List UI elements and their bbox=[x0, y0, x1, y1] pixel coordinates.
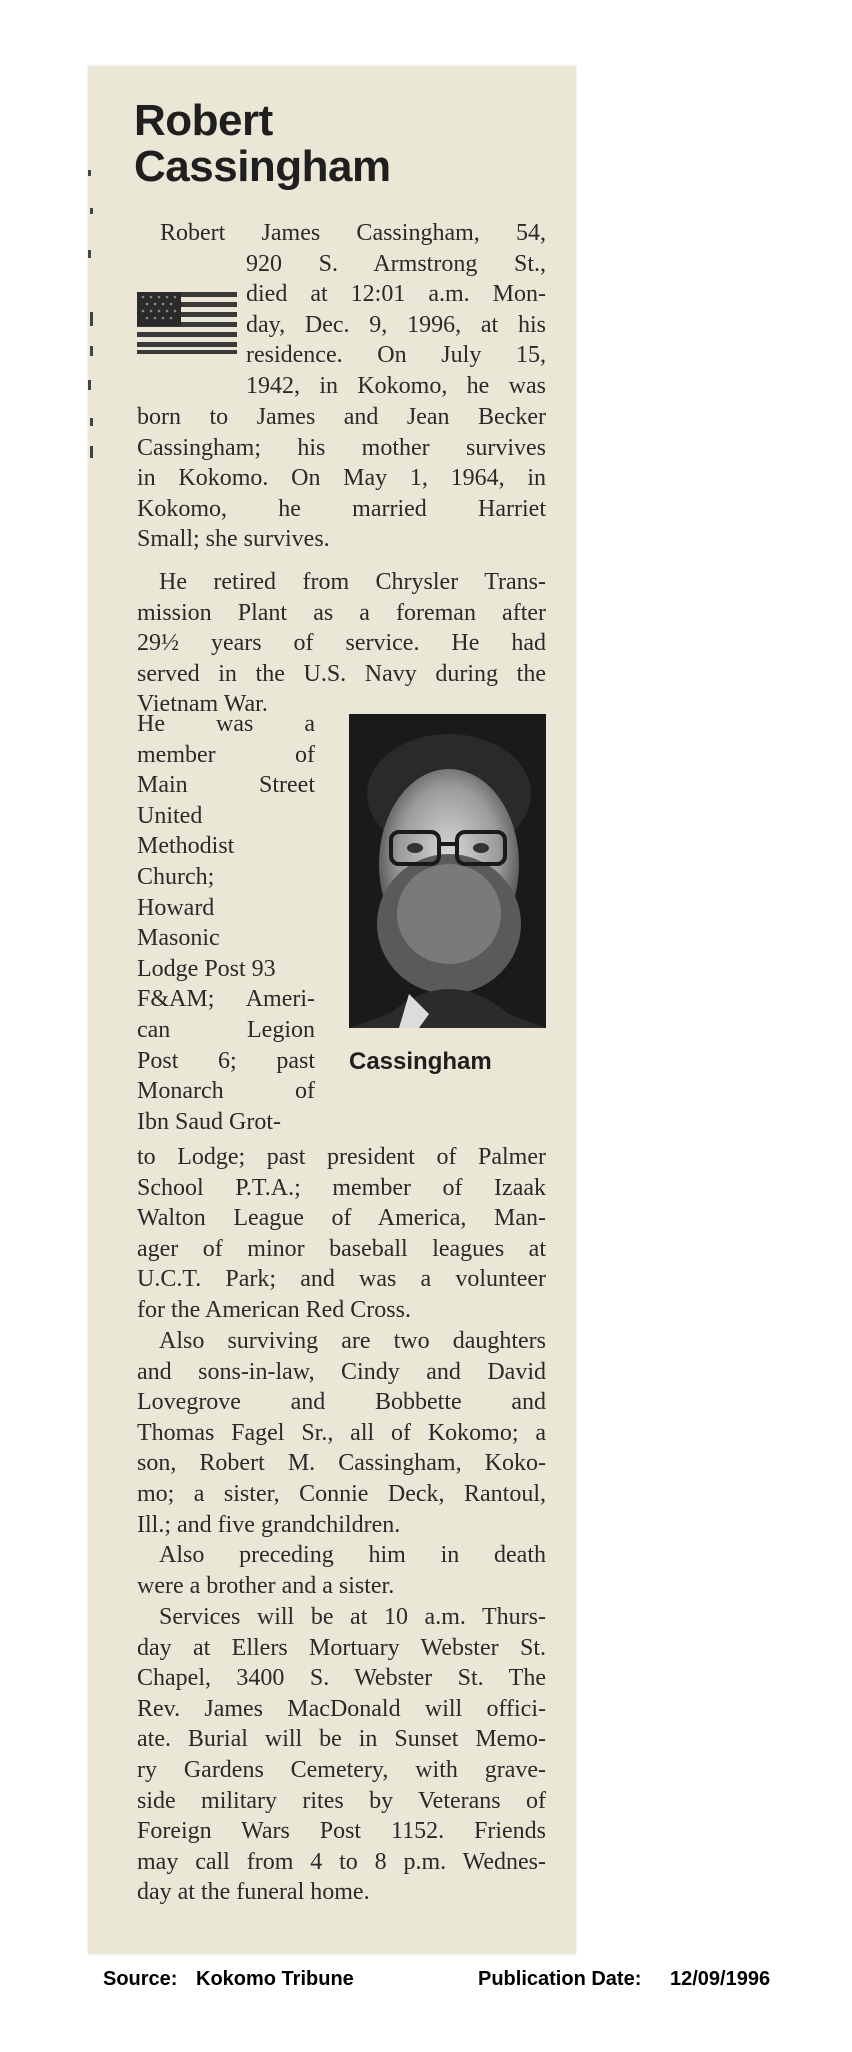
text-line: day at Ellers Mortuary Webster St. bbox=[137, 1634, 546, 1661]
text-line: Ill.; and five grandchildren. bbox=[137, 1511, 401, 1538]
text-line: mo; a sister, Connie Deck, Rantoul, bbox=[137, 1480, 546, 1507]
text-line: were a brother and a sister. bbox=[137, 1572, 395, 1599]
text-line: ate. Burial will be in Sunset Memo- bbox=[137, 1726, 546, 1753]
text-line: Services will be at 10 a.m. Thurs- bbox=[159, 1604, 546, 1630]
text-line: 920 S. Armstrong St., bbox=[246, 250, 546, 277]
us-flag-icon bbox=[137, 292, 237, 354]
text-line: Chapel, 3400 S. Webster St. The bbox=[137, 1665, 546, 1692]
text-line: Lovegrove and Bobbette and bbox=[137, 1389, 546, 1416]
text-line: Foreign Wars Post 1152. Friends bbox=[137, 1818, 546, 1845]
text-line: Vietnam War. bbox=[137, 691, 268, 718]
page-edge-marks bbox=[0, 0, 84, 500]
text-line: Masonic bbox=[137, 925, 220, 952]
paragraph-intro-bottom bbox=[137, 402, 546, 555]
text-line: ry Gardens Cemetery, with grave- bbox=[137, 1756, 546, 1783]
portrait-photo bbox=[349, 714, 546, 1028]
text-line: side military rites by Veterans of bbox=[137, 1787, 546, 1814]
text-line: residence. On July 15, bbox=[246, 342, 546, 369]
paragraph-memberships-column bbox=[137, 709, 315, 1137]
text-line: He was a bbox=[137, 711, 315, 737]
paragraph-survivors bbox=[137, 1326, 546, 1540]
text-line: in Kokomo. On May 1, 1964, in bbox=[137, 465, 546, 492]
text-line: 1942, in Kokomo, he was bbox=[246, 372, 546, 399]
text-line: Small; she survives. bbox=[137, 526, 330, 553]
obituary-headline bbox=[134, 98, 434, 190]
text-line: U.C.T. Park; and was a volunteer bbox=[137, 1266, 546, 1293]
text-line: Cassingham; his mother survives bbox=[137, 434, 546, 461]
text-line: Thomas Fagel Sr., all of Kokomo; a bbox=[137, 1419, 546, 1446]
text-line: born to James and Jean Becker bbox=[137, 404, 546, 430]
text-line: Church; bbox=[137, 863, 215, 890]
text-line: for the American Red Cross. bbox=[137, 1296, 411, 1323]
paragraph-career bbox=[137, 567, 546, 720]
text-line: Ibn Saud Grot- bbox=[137, 1108, 281, 1135]
text-line: Post 6; past bbox=[137, 1047, 315, 1074]
text-line: He retired from Chrysler Trans- bbox=[159, 569, 546, 595]
text-line: Also surviving are two daughters bbox=[159, 1328, 546, 1354]
paragraph-memberships-continued bbox=[137, 1142, 546, 1326]
text-line: Rev. James MacDonald will offici- bbox=[137, 1695, 546, 1722]
photo-caption: Cassingham bbox=[349, 1048, 492, 1075]
text-line: United bbox=[137, 802, 203, 829]
text-line: son, Robert M. Cassingham, Koko- bbox=[137, 1450, 546, 1477]
source-value: Kokomo Tribune bbox=[196, 1968, 354, 1990]
text-line: day, Dec. 9, 1996, at his bbox=[246, 311, 546, 338]
headline-line: Robert bbox=[134, 96, 273, 145]
paragraph-intro-top bbox=[160, 218, 546, 402]
text-line: Howard bbox=[137, 894, 215, 921]
text-line: Methodist bbox=[137, 833, 235, 860]
publication-date-value: 12/09/1996 bbox=[670, 1968, 771, 1990]
publication-date-label: Publication Date: bbox=[478, 1968, 642, 1990]
text-line: ager of minor baseball leagues at bbox=[137, 1235, 546, 1262]
paragraph-preceded bbox=[137, 1540, 546, 1601]
text-line: Also preceding him in death bbox=[159, 1542, 546, 1568]
text-line: and sons-in-law, Cindy and David bbox=[137, 1358, 546, 1385]
text-line: Monarch of bbox=[137, 1078, 315, 1105]
text-line: Main Street bbox=[137, 772, 315, 799]
text-line: Lodge Post 93 bbox=[137, 955, 276, 982]
text-line: School P.T.A.; member of Izaak bbox=[137, 1174, 546, 1201]
text-line: mission Plant as a foreman after bbox=[137, 599, 546, 626]
text-line: Kokomo, he married Harriet bbox=[137, 495, 546, 522]
text-line: to Lodge; past president of Palmer bbox=[137, 1144, 546, 1170]
text-line: Walton League of America, Man- bbox=[137, 1205, 546, 1232]
text-line: served in the U.S. Navy during the bbox=[137, 660, 546, 687]
paragraph-services bbox=[137, 1602, 546, 1908]
headline-line: Cassingham bbox=[134, 142, 391, 191]
text-line: F&AM; Ameri- bbox=[137, 986, 315, 1013]
text-line: can Legion bbox=[137, 1016, 315, 1043]
text-line: day at the funeral home. bbox=[137, 1879, 370, 1906]
text-line: member of bbox=[137, 741, 315, 768]
text-line: 29½ years of service. He had bbox=[137, 630, 546, 657]
text-line: died at 12:01 a.m. Mon- bbox=[246, 281, 546, 308]
source-label: Source: bbox=[103, 1968, 178, 1990]
text-line: may call from 4 to 8 p.m. Wednes- bbox=[137, 1848, 546, 1875]
text-line: Robert James Cassingham, 54, bbox=[160, 220, 546, 246]
